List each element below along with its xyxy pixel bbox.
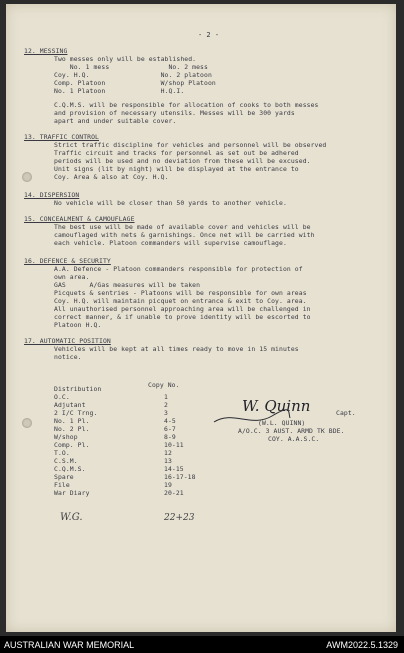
distribution-copy: 8-9 (164, 433, 176, 441)
distribution-recipient: O.C. (54, 393, 70, 401)
distribution-recipient: 2 I/C Trng. (54, 409, 98, 417)
distribution-recipient: Comp. Pl. (54, 441, 90, 449)
handwritten-copy-note: 22+23 (164, 513, 195, 523)
distribution-recipient: W/shop (54, 433, 78, 441)
section-heading: 16. DEFENCE & SECURITY (24, 257, 111, 265)
section-line: Vehicles will be kept at all times ready to move in 15 minutes (54, 345, 299, 353)
distribution-copy: 12 (164, 449, 172, 457)
page-number: - 2 - (198, 31, 220, 39)
section-line: Coy. H.Q. No. 2 platoon (54, 71, 212, 79)
copy-number-heading: Copy No. (148, 381, 180, 389)
section-line: No. 1 Platoon H.Q.I. (54, 87, 185, 95)
distribution-copy: 6-7 (164, 425, 176, 433)
distribution-copy: 20-21 (164, 489, 184, 497)
section-line: Picquets & sentries - Platoons will be responsible for own areas (54, 289, 307, 297)
archive-footer (0, 636, 404, 653)
signatory-name: (W.L. QUINN) (258, 419, 306, 427)
signature-rank: Capt. (336, 409, 356, 417)
section-line: No. 1 mess No. 2 mess (54, 63, 208, 71)
handwritten-signature: W. Quinn (242, 397, 311, 415)
distribution-recipient: File (54, 481, 70, 489)
handwritten-initials: W.G. (60, 512, 83, 523)
section-line: notice. (54, 353, 82, 361)
section-line: own area. (54, 273, 90, 281)
document-page (6, 4, 396, 632)
section-line: Platoon H.Q. (54, 321, 102, 329)
section-line: Coy. H.Q. will maintain picquet on entrance & exit to Coy. area. (54, 297, 307, 305)
section-line: Coy. Area & also at Coy. H.Q. (54, 173, 169, 181)
section-line: Strict traffic discipline for vehicles and personnel will be observed (54, 141, 327, 149)
distribution-recipient: C.Q.M.S. (54, 465, 86, 473)
section-line: GAS A/Gas measures will be taken (54, 281, 201, 289)
section-heading: 14. DISPERSION (24, 191, 80, 199)
distribution-copy: 16-17-18 (164, 473, 196, 481)
archive-reference: AWM2022.5.1329 (326, 640, 398, 650)
distribution-recipient: T.O. (54, 449, 70, 457)
distribution-copy: 14-15 (164, 465, 184, 473)
section-line: The best use will be made of available cover and vehicles will be (54, 223, 311, 231)
section-line: correct manner, & if unable to prove identity will be escorted to (54, 313, 311, 321)
distribution-heading: Distribution (54, 385, 102, 393)
distribution-recipient: No. 1 Pl. (54, 417, 90, 425)
distribution-recipient: Spare (54, 473, 74, 481)
section-line: and provision of necessary utensils. Messes will be 300 yards (54, 109, 295, 117)
section-line: Traffic circuit and tracks for personnel as set out be adhered (54, 149, 299, 157)
section-heading: 15. CONCEALMENT & CAMOUFLAGE (24, 215, 135, 223)
signatory-appointment: A/O.C. 3 AUST. ARMD TK BDE. (238, 427, 345, 435)
signatory-unit: COY. A.A.S.C. (268, 435, 320, 443)
distribution-copy: 13 (164, 457, 172, 465)
section-heading: 17. AUTOMATIC POSITION (24, 337, 111, 345)
section-line: Unit signs (lit by night) will be displayed at the entrance to (54, 165, 299, 173)
punch-hole-top (22, 172, 32, 182)
distribution-copy: 1 (164, 393, 168, 401)
section-line: C.Q.M.S. will be responsible for allocation of cooks to both messes (54, 101, 319, 109)
distribution-copy: 4-5 (164, 417, 176, 425)
section-heading: 12. MESSING (24, 47, 68, 55)
section-heading: 13. TRAFFIC CONTROL (24, 133, 100, 141)
distribution-recipient: War Diary (54, 489, 90, 497)
distribution-copy: 3 (164, 409, 168, 417)
section-line: A.A. Defence - Platoon commanders responsible for protection of (54, 265, 303, 273)
section-line: each vehicle. Platoon commanders will supervise camouflage. (54, 239, 287, 247)
section-line: Comp. Platoon W/shop Platoon (54, 79, 216, 87)
distribution-copy: 2 (164, 401, 168, 409)
distribution-copy: 19 (164, 481, 172, 489)
section-line: All unauthorised personnel approaching area will be challenged in (54, 305, 311, 313)
punch-hole-bottom (22, 418, 32, 428)
section-line: Two messes only will be established. (54, 55, 197, 63)
distribution-recipient: No. 2 Pl. (54, 425, 90, 433)
distribution-copy: 10-11 (164, 441, 184, 449)
section-line: apart and under suitable cover. (54, 117, 177, 125)
archive-name: AUSTRALIAN WAR MEMORIAL (4, 640, 135, 650)
distribution-recipient: C.S.M. (54, 457, 78, 465)
section-line: No vehicle will be closer than 50 yards to another vehicle. (54, 199, 287, 207)
section-line: camouflaged with nets & garnishings. Once net will be carried with (54, 231, 315, 239)
section-line: periods will be used and no deviation from these will be excused. (54, 157, 311, 165)
distribution-recipient: Adjutant (54, 401, 86, 409)
